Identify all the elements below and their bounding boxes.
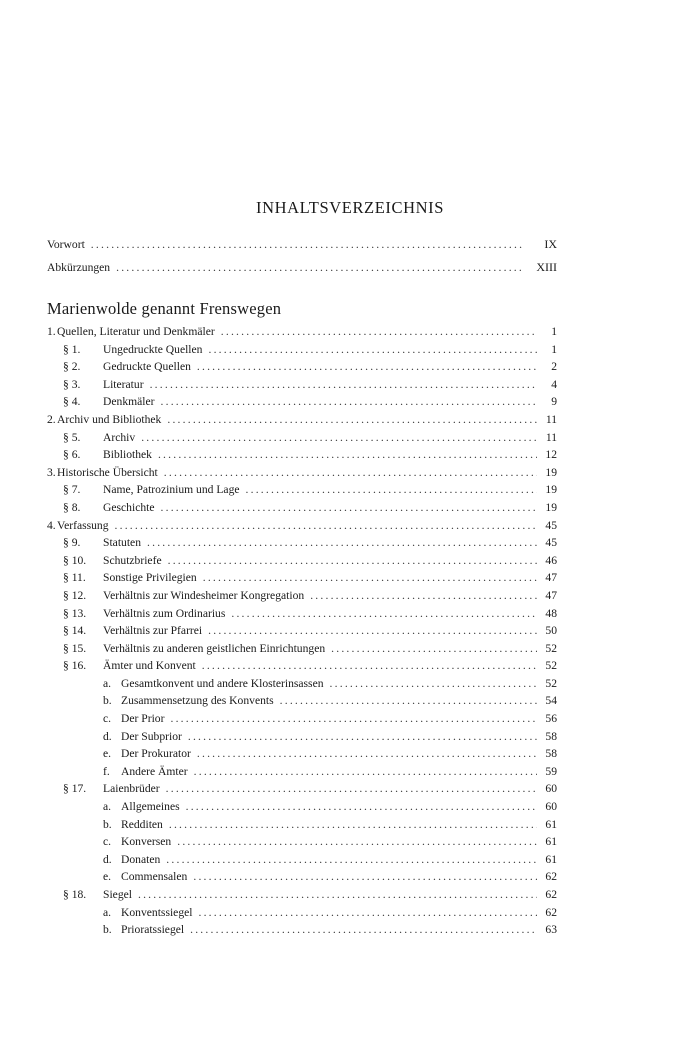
toc-entry-page: 56 — [545, 712, 557, 726]
leader-dots — [166, 782, 537, 795]
toc-entry-label: Bibliothek — [103, 448, 152, 462]
toc-entry — [47, 624, 557, 642]
toc-entry-page: 52 — [545, 659, 557, 673]
toc-entry-page: 11 — [545, 430, 557, 444]
toc-entry-label: Der Prior — [121, 712, 165, 726]
toc-entry — [47, 589, 557, 607]
toc-entry-number: § 12. — [63, 588, 87, 602]
toc-entry-label: Gesamtkonvent und andere Klosterinsassen — [121, 676, 324, 690]
toc-entry — [47, 642, 557, 660]
toc-entry-label: Allgemeines — [121, 800, 180, 814]
toc-entry-number: § 7. — [63, 483, 81, 497]
leader-dots — [161, 501, 537, 514]
toc-entry-abbreviations — [47, 260, 557, 283]
toc-entry — [47, 800, 557, 818]
leader-dots — [193, 870, 537, 883]
toc-entry-number: a. — [103, 676, 112, 690]
leader-dots — [147, 536, 537, 549]
toc-entry-label: Der Prokurator — [121, 747, 191, 761]
toc-entry — [47, 571, 557, 589]
toc-entry-page: 1 — [551, 342, 557, 356]
leader-dots — [221, 325, 537, 338]
leader-dots — [161, 395, 537, 408]
toc-entry — [47, 870, 557, 888]
toc-entry-number: b. — [103, 923, 112, 937]
toc-entry — [47, 694, 557, 712]
toc-entry — [47, 466, 557, 484]
toc-entry-page: 45 — [545, 518, 557, 532]
toc-entry — [47, 853, 557, 871]
toc-entry-number: 3. — [47, 465, 56, 479]
leader-dots — [197, 747, 537, 760]
toc-entry-page: 1 — [551, 325, 557, 338]
toc-entry-label: Konventssiegel — [121, 905, 193, 919]
leader-dots — [177, 835, 537, 848]
toc-entry-page: 9 — [551, 395, 557, 409]
toc-entry-number: § 1. — [63, 342, 81, 356]
toc-entry — [47, 378, 557, 396]
leader-dots — [188, 730, 537, 743]
toc-entry-label: Name, Patrozinium und Lage — [103, 483, 240, 497]
toc-entry-label: Siegel — [103, 888, 132, 901]
toc-entry-number: § 3. — [63, 377, 81, 391]
leader-dots — [197, 360, 537, 373]
toc-entry-number: f. — [103, 764, 110, 778]
toc-entry-page: 62 — [545, 870, 557, 884]
toc-entry-page: 59 — [545, 764, 557, 778]
toc-entry-number: § 13. — [63, 606, 87, 620]
leader-dots — [166, 853, 537, 866]
leader-dots — [194, 765, 537, 778]
toc-entry — [47, 448, 557, 466]
toc-entry-label: Donaten — [121, 852, 161, 866]
toc-entry — [47, 360, 557, 378]
toc-entry-label: Zusammensetzung des Konvents — [121, 694, 274, 708]
toc-entry-number: § 15. — [63, 641, 87, 655]
toc-entry-page: 4 — [551, 377, 557, 391]
toc-entry-page: 19 — [545, 500, 557, 514]
leader-dots — [141, 431, 537, 444]
toc-entry-label: Ungedruckte Quellen — [103, 342, 203, 356]
toc-entry-label: Verhältnis zum Ordinarius — [103, 606, 226, 620]
toc-entry-number: § 5. — [63, 430, 81, 444]
toc-entry-label: Verhältnis zur Windesheimer Kongregation — [103, 588, 305, 602]
toc-entry-page: IX — [544, 237, 557, 251]
leader-dots — [190, 923, 537, 936]
toc-entry-number: c. — [103, 835, 112, 849]
section-heading: Marienwolde genannt Frenswegen — [47, 299, 282, 318]
toc-entry-page: 2 — [551, 360, 557, 374]
toc-entry-label: Gedruckte Quellen — [103, 360, 191, 374]
toc-entry-page: 46 — [545, 553, 557, 567]
leader-dots — [208, 624, 537, 637]
toc-entry — [47, 747, 557, 765]
toc-entry-page: 47 — [545, 588, 557, 602]
page-title: INHALTSVERZEICHNIS — [255, 198, 445, 217]
toc-entry-number: b. — [103, 817, 112, 831]
toc-entry-page: 50 — [545, 624, 557, 638]
toc-entry-number: a. — [103, 905, 112, 919]
leader-dots — [331, 642, 537, 655]
toc-entry — [47, 782, 557, 800]
toc-entry-preface — [47, 237, 557, 260]
leader-dots — [208, 343, 537, 356]
toc-entry-number: d. — [103, 852, 112, 866]
toc-entry-label: Quellen, Literatur und Denkmäler — [57, 325, 215, 338]
toc-entry-label: Vorwort — [47, 238, 85, 251]
toc-entry-label: Schutzbriefe — [103, 553, 162, 567]
toc-entry-page: 60 — [545, 800, 557, 814]
toc-entry — [47, 923, 557, 941]
toc-entry-label: Prioratssiegel — [121, 923, 185, 937]
toc-entry-number: 1. — [47, 325, 56, 338]
toc-entry-page: 52 — [545, 676, 557, 690]
toc-entry-number: e. — [103, 870, 112, 884]
leader-dots — [170, 712, 537, 725]
toc-entry — [47, 835, 557, 853]
toc-entry-number: § 16. — [63, 659, 87, 673]
toc-entry — [47, 818, 557, 836]
leader-dots — [116, 261, 523, 274]
toc-entry-number: 4. — [47, 518, 56, 532]
toc-entry-page: 45 — [545, 536, 557, 550]
toc-entry — [47, 395, 557, 413]
toc-entry-label: Denkmäler — [103, 395, 155, 409]
toc-entry-label: Statuten — [103, 536, 141, 550]
leader-dots — [198, 906, 537, 919]
leader-dots — [202, 659, 537, 672]
toc-entry-page: 61 — [545, 817, 557, 831]
leader-dots — [167, 413, 537, 426]
leader-dots — [115, 519, 537, 532]
toc-entry-page: 48 — [545, 606, 557, 620]
toc-entry-label: Abkürzungen — [47, 261, 111, 274]
toc-entry-number: § 6. — [63, 448, 81, 462]
toc-entry-label: Archiv und Bibliothek — [57, 412, 162, 426]
toc-entry-page: 58 — [545, 747, 557, 761]
front-matter-list — [47, 237, 557, 283]
toc-entry — [47, 712, 557, 730]
toc-entry — [47, 677, 557, 695]
toc-entry-page: XIII — [536, 260, 557, 274]
toc-entry-page: 62 — [545, 905, 557, 919]
toc-entry-number: e. — [103, 747, 112, 761]
toc-entry-number: 2. — [47, 412, 56, 426]
toc-entry-page: 61 — [545, 835, 557, 849]
toc-entry-number: b. — [103, 694, 112, 708]
toc-entry-number: § 9. — [63, 536, 81, 550]
toc-entry-page: 62 — [545, 888, 557, 901]
toc-entry-label: Der Subprior — [121, 729, 182, 743]
toc-entry-number: § 14. — [63, 624, 87, 638]
toc-entry-page: 63 — [545, 923, 557, 937]
toc-entry-number: § 8. — [63, 500, 81, 514]
toc-entry-page: 61 — [545, 852, 557, 866]
toc-entry-label: Historische Übersicht — [57, 465, 158, 479]
toc-entry-label: Verhältnis zur Pfarrei — [103, 624, 203, 638]
leader-dots — [231, 607, 537, 620]
toc-entry-label: Geschichte — [103, 500, 155, 514]
toc-entry-label: Literatur — [103, 377, 144, 391]
toc-entry-number: c. — [103, 712, 112, 726]
toc-entry-page: 11 — [545, 412, 557, 426]
toc-entry-page: 58 — [545, 729, 557, 743]
leader-dots — [330, 677, 537, 690]
toc-entry-page: 54 — [545, 694, 557, 708]
leader-dots — [246, 483, 537, 496]
leader-dots — [158, 448, 537, 461]
toc-entry-label: Sonstige Privilegien — [103, 571, 197, 585]
toc-entry — [47, 325, 557, 343]
toc-entry-page: 52 — [545, 641, 557, 655]
toc-entry-label: Konversen — [121, 835, 172, 849]
toc-entry-number: a. — [103, 800, 112, 814]
toc-entry-page: 60 — [545, 782, 557, 796]
toc-entry — [47, 501, 557, 519]
leader-dots — [169, 818, 537, 831]
leader-dots — [91, 238, 523, 251]
toc-entry-number: § 18. — [63, 888, 87, 901]
toc-entry-number: § 11. — [63, 571, 86, 585]
toc-entry — [47, 765, 557, 783]
toc-list — [47, 325, 557, 941]
toc-entry — [47, 483, 557, 501]
leader-dots — [203, 571, 537, 584]
toc-entry — [47, 730, 557, 748]
toc-entry-page: 47 — [545, 571, 557, 585]
leader-dots — [186, 800, 537, 813]
toc-entry — [47, 413, 557, 431]
leader-dots — [138, 888, 537, 901]
toc-entry-label: Ämter und Konvent — [103, 659, 196, 673]
toc-entry — [47, 888, 557, 906]
toc-entry — [47, 906, 557, 924]
leader-dots — [310, 589, 537, 602]
toc-entry-label: Andere Ämter — [121, 764, 188, 778]
toc-entry-page: 12 — [545, 448, 557, 462]
toc-entry — [47, 659, 557, 677]
toc-entry-label: Archiv — [103, 430, 136, 444]
toc-entry — [47, 607, 557, 625]
leader-dots — [150, 378, 537, 391]
toc-entry-page: 19 — [545, 465, 557, 479]
toc-entry-number: § 2. — [63, 360, 81, 374]
toc-entry-label: Laienbrüder — [103, 782, 160, 796]
leader-dots — [168, 554, 537, 567]
toc-entry-number: § 17. — [63, 782, 87, 796]
toc-entry-number: § 4. — [63, 395, 81, 409]
toc-entry-number: d. — [103, 729, 112, 743]
toc-entry-label: Verhältnis zu anderen geistlichen Einrichtungen — [103, 641, 326, 655]
leader-dots — [164, 466, 537, 479]
toc-entry-number: § 10. — [63, 553, 87, 567]
toc-entry-label: Redditen — [121, 817, 163, 831]
toc-entry-page: 19 — [545, 483, 557, 497]
leader-dots — [280, 694, 537, 707]
toc-entry-label: Commensalen — [121, 870, 188, 884]
toc-entry — [47, 554, 557, 572]
toc-entry — [47, 343, 557, 361]
toc-entry — [47, 519, 557, 537]
toc-entry-label: Verfassung — [57, 518, 109, 532]
toc-entry — [47, 431, 557, 449]
toc-entry — [47, 536, 557, 554]
